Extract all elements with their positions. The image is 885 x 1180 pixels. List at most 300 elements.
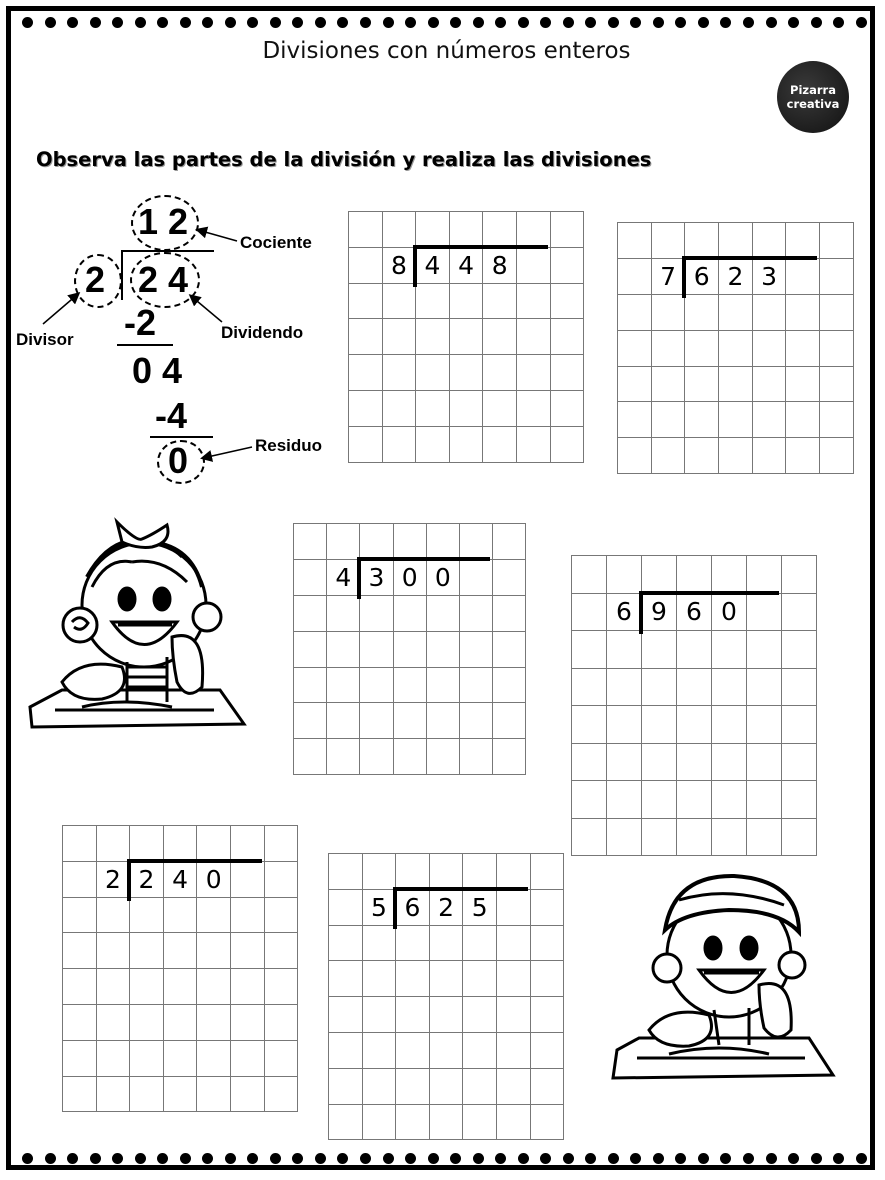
grid-cell[interactable]: [607, 556, 642, 594]
grid-cell[interactable]: [197, 826, 231, 862]
grid-cell[interactable]: [450, 284, 484, 320]
grid-cell[interactable]: [782, 669, 817, 707]
grid-cell[interactable]: [383, 355, 417, 391]
grid-cell[interactable]: [712, 706, 747, 744]
grid-cell[interactable]: [820, 367, 854, 403]
grid-cell[interactable]: [572, 744, 607, 782]
grid-cell[interactable]: [360, 739, 393, 775]
grid-cell[interactable]: [383, 212, 417, 248]
grid-cell[interactable]: [677, 669, 712, 707]
grid-cell[interactable]: [551, 319, 585, 355]
grid-cell[interactable]: [396, 997, 430, 1033]
grid-cell[interactable]: [97, 1041, 131, 1077]
grid-cell[interactable]: [329, 1033, 363, 1069]
grid-cell[interactable]: [517, 284, 551, 320]
grid-cell[interactable]: [782, 631, 817, 669]
grid-cell[interactable]: [327, 596, 360, 632]
divisor-digit[interactable]: 5: [363, 890, 397, 926]
grid-cell[interactable]: [460, 703, 493, 739]
grid-cell[interactable]: [685, 223, 719, 259]
grid-cell[interactable]: [130, 933, 164, 969]
grid-cell[interactable]: [719, 438, 753, 474]
grid-cell[interactable]: [430, 1105, 464, 1141]
grid-cell[interactable]: [197, 1077, 231, 1113]
grid-cell[interactable]: [747, 669, 782, 707]
grid-cell[interactable]: [677, 556, 712, 594]
grid-cell[interactable]: [463, 1069, 497, 1105]
grid-cell[interactable]: [820, 438, 854, 474]
grid-cell[interactable]: [753, 331, 787, 367]
grid-cell[interactable]: [531, 926, 565, 962]
grid-cell[interactable]: [493, 668, 526, 704]
grid-cell[interactable]: [327, 524, 360, 560]
grid-cell[interactable]: [430, 1033, 464, 1069]
grid-cell[interactable]: [642, 556, 677, 594]
grid-cell[interactable]: [618, 438, 652, 474]
dividend-digit[interactable]: 4: [416, 248, 450, 284]
dividend-digit[interactable]: 9: [642, 594, 677, 632]
grid-cell[interactable]: [820, 295, 854, 331]
grid-cell[interactable]: [497, 926, 531, 962]
divisor-digit[interactable]: 7: [652, 259, 686, 295]
grid-cell[interactable]: [294, 739, 327, 775]
grid-cell[interactable]: [430, 997, 464, 1033]
divisor-digit[interactable]: 6: [607, 594, 642, 632]
grid-cell[interactable]: [164, 969, 198, 1005]
grid-cell[interactable]: [265, 826, 299, 862]
grid-cell[interactable]: [294, 524, 327, 560]
grid-cell[interactable]: [531, 961, 565, 997]
grid-cell[interactable]: [327, 703, 360, 739]
grid-cell[interactable]: [531, 1105, 565, 1141]
grid-cell[interactable]: [63, 862, 97, 898]
grid-cell[interactable]: [329, 854, 363, 890]
grid-cell[interactable]: [231, 1041, 265, 1077]
grid-cell[interactable]: [642, 744, 677, 782]
grid-cell[interactable]: [677, 631, 712, 669]
grid-cell[interactable]: [493, 703, 526, 739]
grid-cell[interactable]: [329, 961, 363, 997]
grid-cell[interactable]: [231, 826, 265, 862]
grid-cell[interactable]: [416, 391, 450, 427]
grid-cell[interactable]: [572, 819, 607, 857]
grid-cell[interactable]: [363, 997, 397, 1033]
grid-cell[interactable]: [197, 969, 231, 1005]
grid-cell[interactable]: [63, 933, 97, 969]
grid-cell[interactable]: [493, 596, 526, 632]
grid-cell[interactable]: [719, 367, 753, 403]
grid-cell[interactable]: [517, 212, 551, 248]
grid-cell[interactable]: [427, 668, 460, 704]
grid-cell[interactable]: [551, 212, 585, 248]
dividend-digit[interactable]: 6: [677, 594, 712, 632]
grid-cell[interactable]: [747, 594, 782, 632]
grid-cell[interactable]: [130, 1005, 164, 1041]
grid-cell[interactable]: [820, 331, 854, 367]
grid-cell[interactable]: [677, 706, 712, 744]
grid-cell[interactable]: [483, 319, 517, 355]
grid-cell[interactable]: [677, 819, 712, 857]
grid-cell[interactable]: [618, 259, 652, 295]
dividend-digit[interactable]: 0: [197, 862, 231, 898]
grid-cell[interactable]: [747, 781, 782, 819]
grid-cell[interactable]: [607, 781, 642, 819]
grid-cell[interactable]: [786, 331, 820, 367]
grid-cell[interactable]: [294, 596, 327, 632]
grid-cell[interactable]: [607, 706, 642, 744]
grid-cell[interactable]: [329, 890, 363, 926]
grid-cell[interactable]: [642, 631, 677, 669]
dividend-digit[interactable]: 0: [394, 560, 427, 596]
grid-cell[interactable]: [786, 295, 820, 331]
grid-cell[interactable]: [349, 355, 383, 391]
grid-cell[interactable]: [416, 319, 450, 355]
grid-cell[interactable]: [460, 560, 493, 596]
grid-cell[interactable]: [652, 402, 686, 438]
grid-cell[interactable]: [416, 427, 450, 463]
dividend-digit[interactable]: 2: [130, 862, 164, 898]
grid-cell[interactable]: [618, 331, 652, 367]
dividend-digit[interactable]: 5: [463, 890, 497, 926]
grid-cell[interactable]: [719, 402, 753, 438]
grid-cell[interactable]: [349, 284, 383, 320]
grid-cell[interactable]: [517, 355, 551, 391]
grid-cell[interactable]: [618, 402, 652, 438]
dividend-digit[interactable]: 0: [712, 594, 747, 632]
grid-cell[interactable]: [394, 632, 427, 668]
grid-cell[interactable]: [360, 632, 393, 668]
grid-cell[interactable]: [517, 319, 551, 355]
grid-cell[interactable]: [450, 319, 484, 355]
grid-cell[interactable]: [427, 632, 460, 668]
grid-cell[interactable]: [719, 295, 753, 331]
grid-cell[interactable]: [327, 739, 360, 775]
dividend-digit[interactable]: 3: [753, 259, 787, 295]
grid-cell[interactable]: [753, 367, 787, 403]
grid-cell[interactable]: [572, 594, 607, 632]
grid-cell[interactable]: [97, 1077, 131, 1113]
grid-cell[interactable]: [483, 427, 517, 463]
grid-cell[interactable]: [719, 223, 753, 259]
grid-cell[interactable]: [383, 319, 417, 355]
grid-cell[interactable]: [463, 926, 497, 962]
grid-cell[interactable]: [517, 427, 551, 463]
grid-cell[interactable]: [747, 556, 782, 594]
grid-cell[interactable]: [782, 819, 817, 857]
grid-cell[interactable]: [349, 212, 383, 248]
grid-cell[interactable]: [618, 367, 652, 403]
grid-cell[interactable]: [394, 739, 427, 775]
grid-cell[interactable]: [97, 969, 131, 1005]
grid-cell[interactable]: [130, 969, 164, 1005]
grid-cell[interactable]: [493, 524, 526, 560]
grid-cell[interactable]: [642, 819, 677, 857]
grid-cell[interactable]: [607, 631, 642, 669]
grid-cell[interactable]: [782, 556, 817, 594]
grid-cell[interactable]: [383, 391, 417, 427]
grid-cell[interactable]: [652, 438, 686, 474]
grid-cell[interactable]: [712, 744, 747, 782]
grid-cell[interactable]: [712, 819, 747, 857]
grid-cell[interactable]: [265, 1041, 299, 1077]
grid-cell[interactable]: [450, 427, 484, 463]
grid-cell[interactable]: [427, 739, 460, 775]
grid-cell[interactable]: [63, 826, 97, 862]
grid-cell[interactable]: [685, 438, 719, 474]
grid-cell[interactable]: [363, 1033, 397, 1069]
dividend-digit[interactable]: 2: [719, 259, 753, 295]
grid-cell[interactable]: [164, 1077, 198, 1113]
grid-cell[interactable]: [63, 1005, 97, 1041]
grid-cell[interactable]: [463, 1033, 497, 1069]
dividend-digit[interactable]: 0: [427, 560, 460, 596]
grid-cell[interactable]: [652, 223, 686, 259]
grid-cell[interactable]: [363, 1069, 397, 1105]
grid-cell[interactable]: [782, 706, 817, 744]
grid-cell[interactable]: [130, 826, 164, 862]
grid-cell[interactable]: [712, 669, 747, 707]
grid-cell[interactable]: [231, 969, 265, 1005]
grid-cell[interactable]: [572, 706, 607, 744]
grid-cell[interactable]: [231, 862, 265, 898]
grid-cell[interactable]: [642, 669, 677, 707]
grid-cell[interactable]: [782, 594, 817, 632]
grid-cell[interactable]: [497, 1069, 531, 1105]
grid-cell[interactable]: [63, 1041, 97, 1077]
grid-cell[interactable]: [197, 1041, 231, 1077]
grid-cell[interactable]: [572, 556, 607, 594]
grid-cell[interactable]: [572, 669, 607, 707]
grid-cell[interactable]: [618, 295, 652, 331]
grid-cell[interactable]: [685, 367, 719, 403]
grid-cell[interactable]: [430, 961, 464, 997]
grid-cell[interactable]: [360, 668, 393, 704]
grid-cell[interactable]: [652, 367, 686, 403]
grid-cell[interactable]: [460, 739, 493, 775]
grid-cell[interactable]: [460, 632, 493, 668]
grid-cell[interactable]: [450, 355, 484, 391]
divisor-digit[interactable]: 4: [327, 560, 360, 596]
grid-cell[interactable]: [197, 898, 231, 934]
grid-cell[interactable]: [164, 1041, 198, 1077]
grid-cell[interactable]: [231, 898, 265, 934]
grid-cell[interactable]: [493, 560, 526, 596]
grid-cell[interactable]: [97, 826, 131, 862]
grid-cell[interactable]: [349, 319, 383, 355]
grid-cell[interactable]: [327, 632, 360, 668]
grid-cell[interactable]: [497, 854, 531, 890]
grid-cell[interactable]: [416, 284, 450, 320]
grid-cell[interactable]: [265, 1005, 299, 1041]
grid-cell[interactable]: [63, 1077, 97, 1113]
grid-cell[interactable]: [460, 668, 493, 704]
grid-cell[interactable]: [551, 248, 585, 284]
grid-cell[interactable]: [360, 596, 393, 632]
grid-cell[interactable]: [677, 781, 712, 819]
grid-cell[interactable]: [416, 355, 450, 391]
grid-cell[interactable]: [329, 997, 363, 1033]
grid-cell[interactable]: [294, 703, 327, 739]
grid-cell[interactable]: [130, 898, 164, 934]
grid-cell[interactable]: [450, 391, 484, 427]
grid-cell[interactable]: [517, 391, 551, 427]
dividend-digit[interactable]: 2: [430, 890, 464, 926]
grid-cell[interactable]: [329, 1069, 363, 1105]
grid-cell[interactable]: [97, 898, 131, 934]
grid-cell[interactable]: [483, 284, 517, 320]
grid-cell[interactable]: [197, 1005, 231, 1041]
grid-cell[interactable]: [360, 703, 393, 739]
grid-cell[interactable]: [363, 961, 397, 997]
grid-cell[interactable]: [531, 997, 565, 1033]
dividend-digit[interactable]: 6: [396, 890, 430, 926]
grid-cell[interactable]: [416, 212, 450, 248]
grid-cell[interactable]: [294, 560, 327, 596]
grid-cell[interactable]: [396, 1069, 430, 1105]
grid-cell[interactable]: [747, 706, 782, 744]
grid-cell[interactable]: [531, 1069, 565, 1105]
grid-cell[interactable]: [396, 1033, 430, 1069]
grid-cell[interactable]: [463, 854, 497, 890]
grid-cell[interactable]: [493, 739, 526, 775]
grid-cell[interactable]: [493, 632, 526, 668]
grid-cell[interactable]: [363, 854, 397, 890]
grid-cell[interactable]: [572, 631, 607, 669]
dividend-digit[interactable]: 3: [360, 560, 393, 596]
grid-cell[interactable]: [349, 391, 383, 427]
grid-cell[interactable]: [517, 248, 551, 284]
grid-cell[interactable]: [618, 223, 652, 259]
grid-cell[interactable]: [753, 223, 787, 259]
grid-cell[interactable]: [265, 862, 299, 898]
grid-cell[interactable]: [327, 668, 360, 704]
grid-cell[interactable]: [497, 997, 531, 1033]
grid-cell[interactable]: [652, 331, 686, 367]
grid-cell[interactable]: [450, 212, 484, 248]
grid-cell[interactable]: [607, 669, 642, 707]
grid-cell[interactable]: [786, 223, 820, 259]
grid-cell[interactable]: [164, 933, 198, 969]
grid-cell[interactable]: [753, 295, 787, 331]
grid-cell[interactable]: [463, 1105, 497, 1141]
grid-cell[interactable]: [130, 1077, 164, 1113]
dividend-digit[interactable]: 4: [164, 862, 198, 898]
grid-cell[interactable]: [747, 744, 782, 782]
grid-cell[interactable]: [685, 295, 719, 331]
grid-cell[interactable]: [483, 212, 517, 248]
dividend-digit[interactable]: 4: [450, 248, 484, 284]
grid-cell[interactable]: [394, 596, 427, 632]
grid-cell[interactable]: [820, 402, 854, 438]
grid-cell[interactable]: [642, 706, 677, 744]
grid-cell[interactable]: [197, 933, 231, 969]
grid-cell[interactable]: [231, 1077, 265, 1113]
grid-cell[interactable]: [820, 223, 854, 259]
grid-cell[interactable]: [294, 632, 327, 668]
grid-cell[interactable]: [383, 427, 417, 463]
grid-cell[interactable]: [753, 402, 787, 438]
grid-cell[interactable]: [786, 402, 820, 438]
grid-cell[interactable]: [786, 438, 820, 474]
divisor-digit[interactable]: 8: [383, 248, 417, 284]
dividend-digit[interactable]: 6: [685, 259, 719, 295]
grid-cell[interactable]: [607, 744, 642, 782]
grid-cell[interactable]: [497, 961, 531, 997]
divisor-digit[interactable]: 2: [97, 862, 131, 898]
grid-cell[interactable]: [712, 781, 747, 819]
grid-cell[interactable]: [396, 926, 430, 962]
grid-cell[interactable]: [360, 524, 393, 560]
grid-cell[interactable]: [130, 1041, 164, 1077]
grid-cell[interactable]: [497, 1105, 531, 1141]
grid-cell[interactable]: [786, 367, 820, 403]
grid-cell[interactable]: [753, 438, 787, 474]
grid-cell[interactable]: [394, 524, 427, 560]
grid-cell[interactable]: [551, 391, 585, 427]
grid-cell[interactable]: [782, 781, 817, 819]
grid-cell[interactable]: [349, 248, 383, 284]
grid-cell[interactable]: [294, 668, 327, 704]
grid-cell[interactable]: [531, 854, 565, 890]
grid-cell[interactable]: [396, 961, 430, 997]
grid-cell[interactable]: [430, 926, 464, 962]
grid-cell[interactable]: [231, 1005, 265, 1041]
grid-cell[interactable]: [642, 781, 677, 819]
grid-cell[interactable]: [265, 898, 299, 934]
grid-cell[interactable]: [712, 631, 747, 669]
grid-cell[interactable]: [607, 819, 642, 857]
grid-cell[interactable]: [427, 596, 460, 632]
grid-cell[interactable]: [383, 284, 417, 320]
grid-cell[interactable]: [551, 355, 585, 391]
grid-cell[interactable]: [460, 596, 493, 632]
grid-cell[interactable]: [164, 1005, 198, 1041]
grid-cell[interactable]: [349, 427, 383, 463]
grid-cell[interactable]: [483, 391, 517, 427]
grid-cell[interactable]: [551, 427, 585, 463]
grid-cell[interactable]: [712, 556, 747, 594]
grid-cell[interactable]: [820, 259, 854, 295]
grid-cell[interactable]: [63, 969, 97, 1005]
grid-cell[interactable]: [572, 781, 607, 819]
grid-cell[interactable]: [685, 402, 719, 438]
grid-cell[interactable]: [463, 961, 497, 997]
dividend-digit[interactable]: 8: [483, 248, 517, 284]
grid-cell[interactable]: [265, 1077, 299, 1113]
grid-cell[interactable]: [531, 890, 565, 926]
grid-cell[interactable]: [63, 898, 97, 934]
grid-cell[interactable]: [363, 926, 397, 962]
grid-cell[interactable]: [460, 524, 493, 560]
grid-cell[interactable]: [531, 1033, 565, 1069]
grid-cell[interactable]: [782, 744, 817, 782]
grid-cell[interactable]: [363, 1105, 397, 1141]
grid-cell[interactable]: [329, 926, 363, 962]
grid-cell[interactable]: [786, 259, 820, 295]
grid-cell[interactable]: [463, 997, 497, 1033]
grid-cell[interactable]: [747, 819, 782, 857]
grid-cell[interactable]: [265, 969, 299, 1005]
grid-cell[interactable]: [483, 355, 517, 391]
grid-cell[interactable]: [497, 890, 531, 926]
grid-cell[interactable]: [164, 826, 198, 862]
grid-cell[interactable]: [394, 703, 427, 739]
grid-cell[interactable]: [551, 284, 585, 320]
grid-cell[interactable]: [396, 1105, 430, 1141]
grid-cell[interactable]: [427, 524, 460, 560]
grid-cell[interactable]: [164, 898, 198, 934]
grid-cell[interactable]: [97, 933, 131, 969]
